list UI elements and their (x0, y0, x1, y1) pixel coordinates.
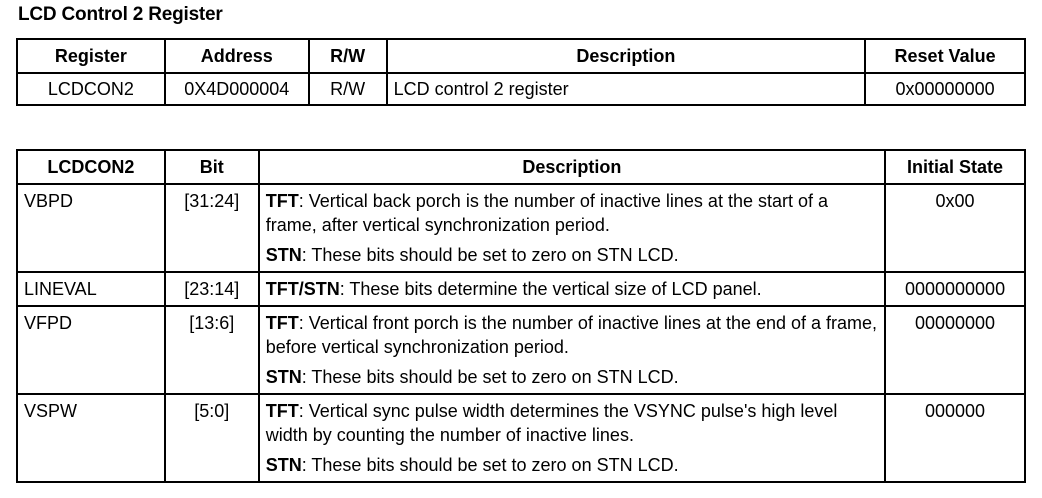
mode-label: TFT/STN (265, 279, 340, 299)
field-name: LINEVAL (17, 272, 165, 306)
field-description (259, 184, 885, 272)
description-text: : Vertical front porch is the number of inactive lines at the end of a frame, before vertical synchronization period. (265, 313, 878, 357)
table-row (17, 306, 1025, 394)
register-description: LCD control 2 register (387, 73, 866, 105)
register-rw: R/W (309, 73, 387, 105)
bit-table-header-row (17, 150, 1025, 184)
field-description (259, 306, 885, 394)
bit-field-table (16, 149, 1026, 483)
description-line (266, 277, 878, 301)
column-header: R/W (309, 39, 387, 73)
description-line (266, 399, 878, 447)
field-bits: [31:24] (165, 184, 259, 272)
description-line (266, 453, 878, 477)
column-header: Register (17, 39, 165, 73)
field-initial-state: 000000 (885, 394, 1025, 482)
field-initial-state: 0x00 (885, 184, 1025, 272)
section-title: LCD Control 2 Register (18, 4, 223, 25)
mode-label: TFT (265, 401, 299, 421)
column-header: Address (165, 39, 309, 73)
column-header: Bit (165, 150, 259, 184)
register-reset-value: 0x00000000 (865, 73, 1025, 105)
table-row (17, 394, 1025, 482)
table-row (17, 272, 1025, 306)
description-text: : Vertical back porch is the number of inactive lines at the start of a frame, after vertical synchronization period. (265, 191, 829, 235)
description-text: : These bits should be set to zero on STN LCD. (301, 367, 679, 387)
field-description (259, 394, 885, 482)
mode-label: TFT (265, 313, 299, 333)
register-name: LCDCON2 (17, 73, 165, 105)
mode-label: STN (265, 367, 302, 387)
mode-label: STN (265, 455, 302, 475)
column-header: Description (259, 150, 885, 184)
field-initial-state: 00000000 (885, 306, 1025, 394)
field-initial-state: 0000000000 (885, 272, 1025, 306)
field-name: VFPD (17, 306, 165, 394)
description-text: : Vertical sync pulse width determines the VSYNC pulse's high level width by counting the number of inactive lines. (265, 401, 838, 445)
field-name: VSPW (17, 394, 165, 482)
description-line (266, 311, 878, 359)
field-name: VBPD (17, 184, 165, 272)
field-bits: [23:14] (165, 272, 259, 306)
description-line (266, 243, 878, 267)
column-header: LCDCON2 (17, 150, 165, 184)
description-text: : These bits should be set to zero on STN LCD. (301, 455, 679, 475)
column-header: Description (387, 39, 866, 73)
table-row (17, 73, 1025, 105)
table-row (17, 184, 1025, 272)
register-address: 0X4D000004 (165, 73, 309, 105)
register-summary-table (16, 38, 1026, 106)
field-bits: [5:0] (165, 394, 259, 482)
description-text: : These bits should be set to zero on STN LCD. (301, 245, 679, 265)
description-text: : These bits determine the vertical size of LCD panel. (339, 279, 762, 299)
mode-label: STN (265, 245, 302, 265)
register-table-header-row (17, 39, 1025, 73)
field-bits: [13:6] (165, 306, 259, 394)
description-line (266, 189, 878, 237)
field-description (259, 272, 885, 306)
description-line (266, 365, 878, 389)
column-header: Initial State (885, 150, 1025, 184)
mode-label: TFT (265, 191, 299, 211)
column-header: Reset Value (865, 39, 1025, 73)
